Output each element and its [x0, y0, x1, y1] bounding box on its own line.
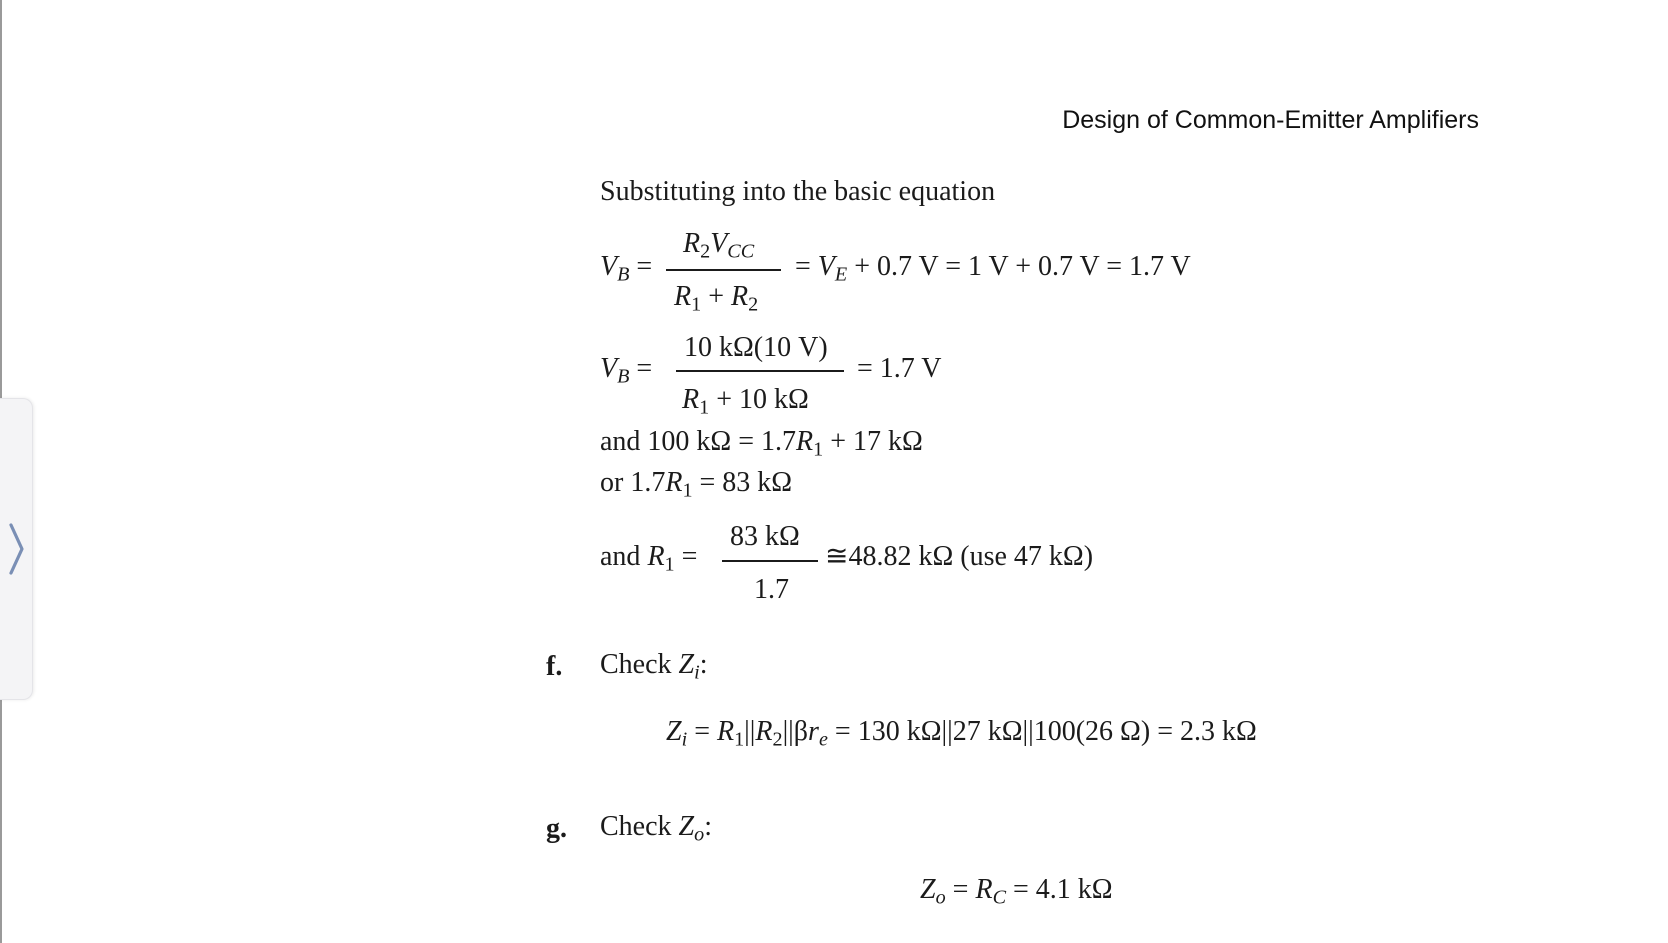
- eq1-numerator: $R_2V_{CC}$: [683, 228, 755, 263]
- item-f-equation: $Z_i = R_1||R_2||\beta r_e = 130$ kΩ||27 kΩ||100(26 Ω) = 2.3 kΩ: [666, 716, 1257, 751]
- sidebar-toggle-button[interactable]: [0, 398, 33, 700]
- eq5-numerator: 83 kΩ: [730, 521, 800, 552]
- eq2-numerator: 10 kΩ(10 V): [684, 332, 828, 363]
- running-head: Design of Common-Emitter Amplifiers: [1062, 106, 1479, 134]
- eq3-line: and 100 $k\Omega = 1.7R_1 + 17$ kΩ: [600, 426, 923, 461]
- item-g-equation: $Z_o = R_C = 4.1$ kΩ: [920, 874, 1113, 909]
- eq2-rhs: = 1.7 V: [857, 353, 942, 384]
- eq2-lhs: $V_B$ =: [600, 353, 653, 388]
- eq1-rhs: = $V_E + 0.7$ V = 1 V + 0.7 V = 1.7 V: [795, 251, 1191, 286]
- eq1-lhs: $V_B$ =: [600, 251, 653, 286]
- eq2-fraction-bar: [676, 370, 844, 372]
- item-g-heading: Check $Z_o$:: [600, 811, 712, 846]
- eq5-fraction-bar: [722, 560, 818, 562]
- eq1-denominator: $R_1 + R_2$: [674, 281, 759, 316]
- eq1-fraction-bar: [666, 269, 781, 271]
- eq4-line: or $1.7R_1 = 83$ kΩ: [600, 467, 793, 502]
- eq5-denominator: 1.7: [754, 574, 789, 605]
- eq5-rhs: ≅48.82 kΩ (use 47 kΩ): [825, 541, 1094, 572]
- item-g-marker: g.: [546, 813, 567, 844]
- eq2-denominator: $R_1 + 10$ kΩ: [682, 384, 809, 419]
- eq5-lhs: and $R_1$ =: [600, 541, 698, 576]
- item-f-heading: Check $Z_i$:: [600, 649, 708, 684]
- item-f-marker: f.: [546, 651, 563, 682]
- intro-text: Substituting into the basic equation: [600, 176, 996, 207]
- chevron-right-icon: [7, 521, 25, 577]
